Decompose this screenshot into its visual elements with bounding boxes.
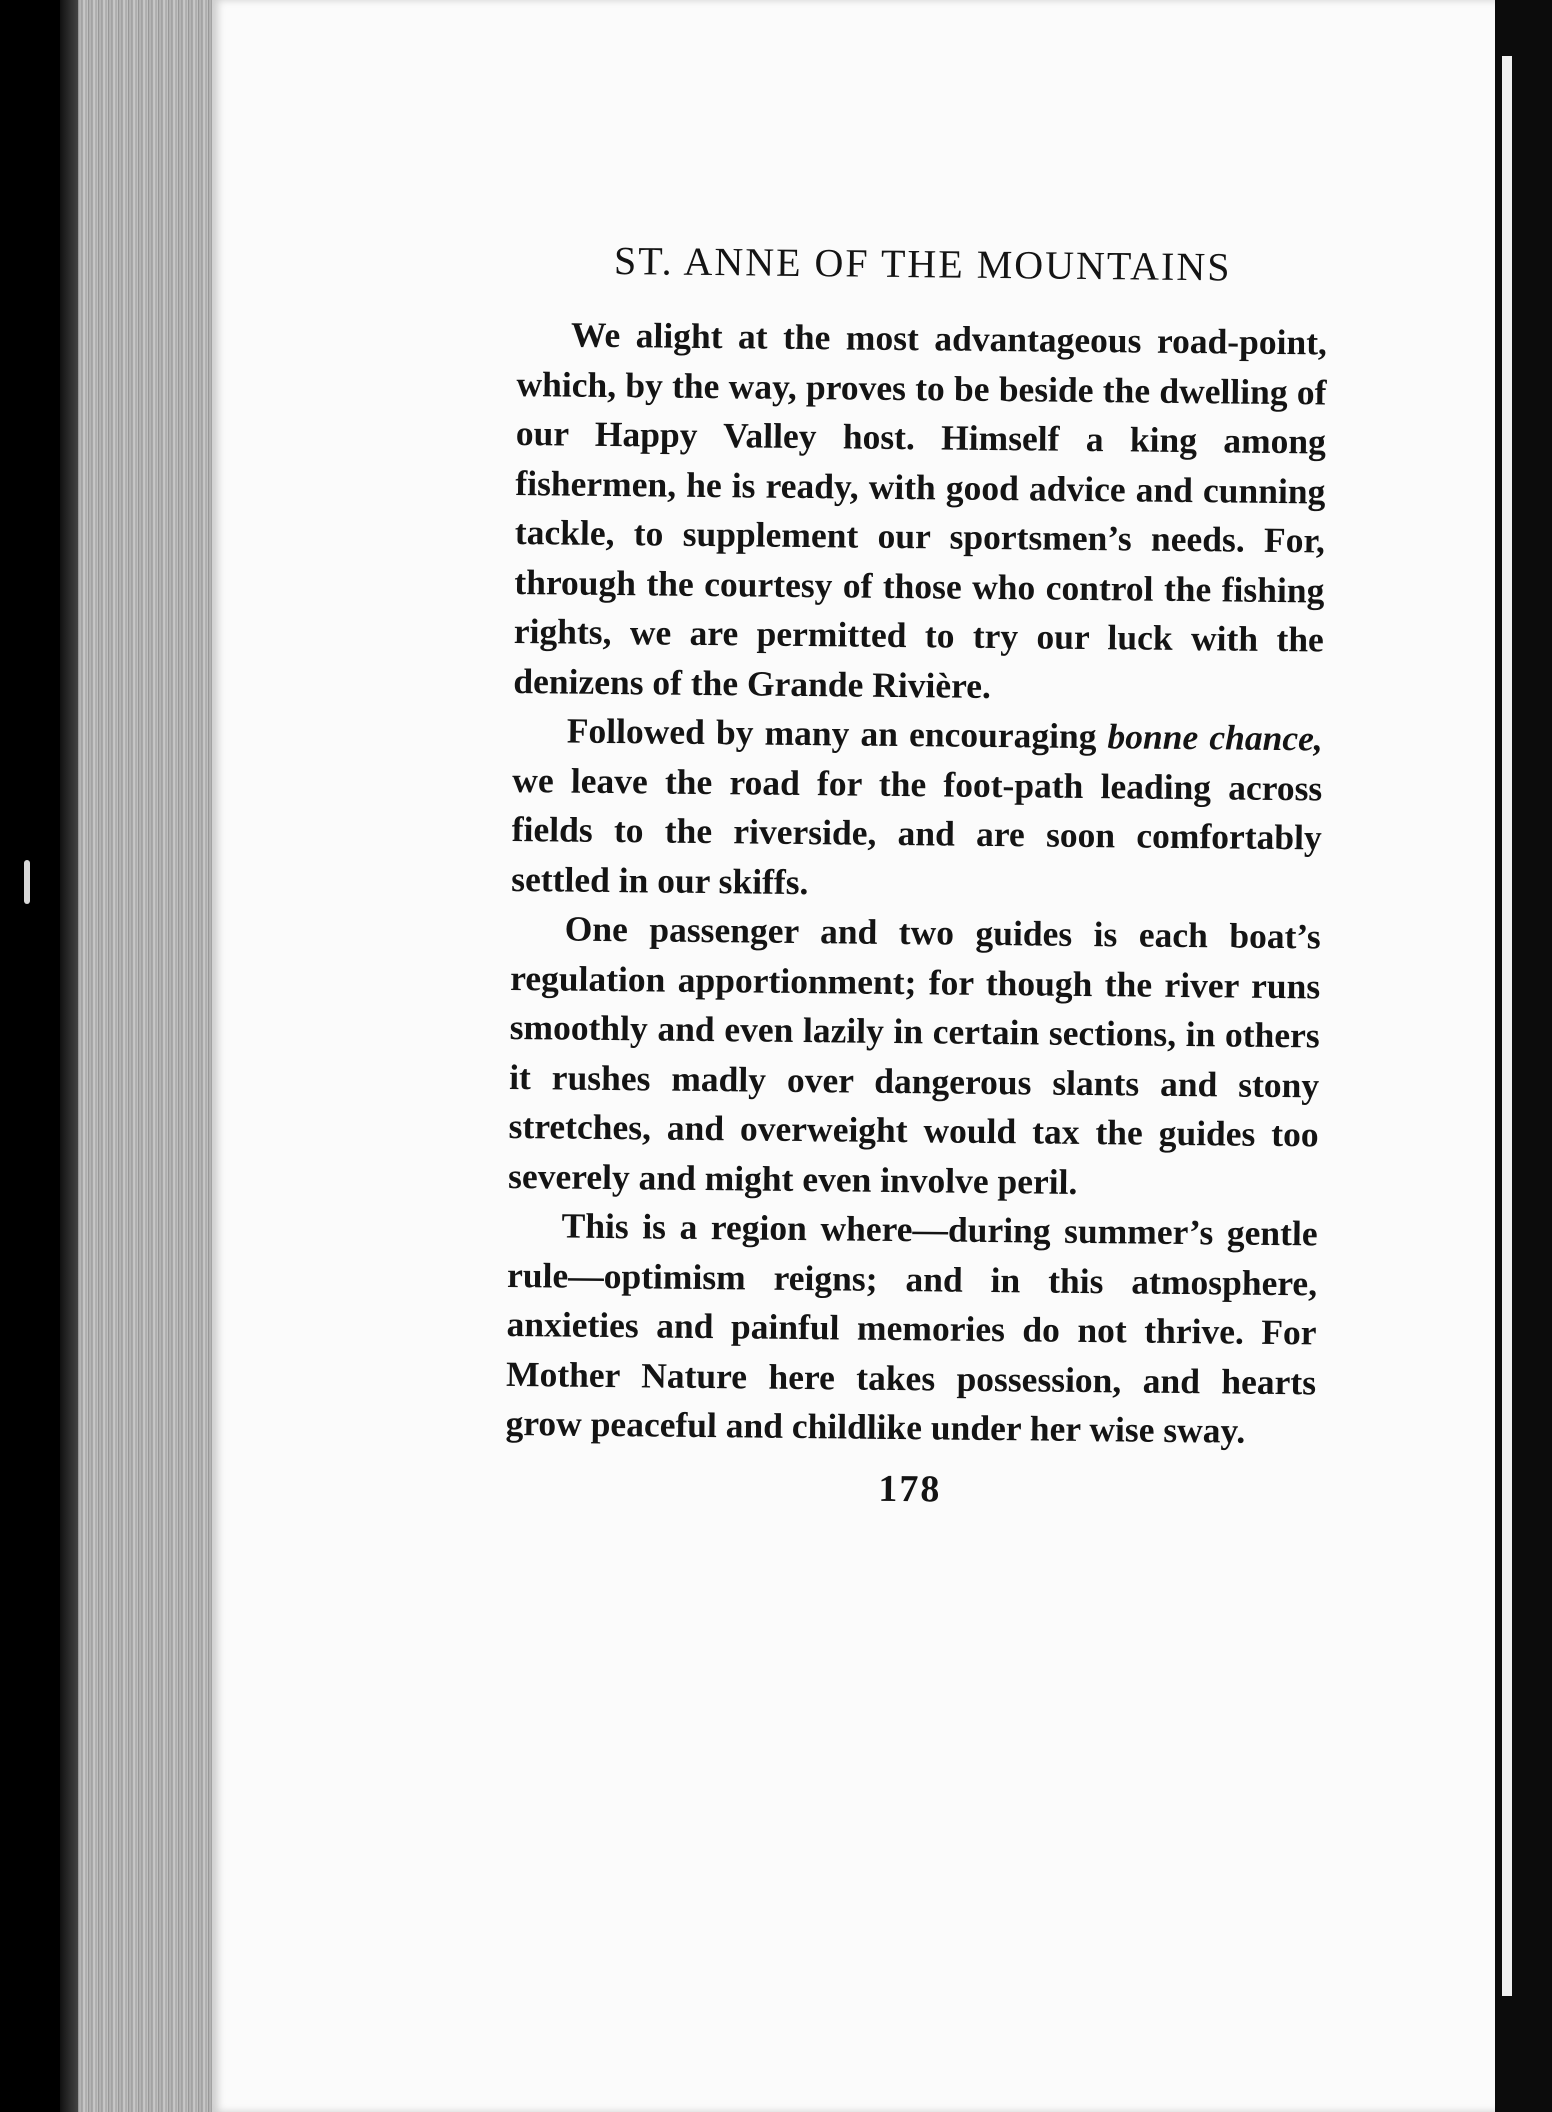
paragraph-1 — [513, 310, 1327, 714]
page-number: 178 — [878, 1467, 942, 1511]
paragraph-2-text-after: we leave the road for the foot-path leading across fields to the riverside, and are soon comfortably settled in our skiffs. — [511, 759, 1323, 902]
paragraph-3 — [508, 904, 1321, 1209]
paragraph-2-italic-phrase: bonne chance, — [1107, 716, 1323, 759]
page-edges — [78, 0, 228, 2112]
paragraph-4 — [505, 1201, 1318, 1457]
paragraph-2 — [511, 706, 1323, 912]
paragraph-2-text-before: Followed by many an encouraging — [566, 710, 1108, 757]
running-head: ST. ANNE OF THE MOUNTAINS — [613, 238, 1232, 290]
margin-mark — [24, 860, 30, 904]
text-block — [505, 236, 1328, 1515]
facing-page-strip — [1502, 56, 1512, 1996]
paragraph-1-text: We alight at the most advantageous road-point, which, by the way, proves to be beside the dwelling of our Happy Valley host. Himself a king among fishermen, he is ready, with good advice and cunning tackle, to supplement our sportsmen’s needs. For, through the courtesy of those who control the fishing rights, we are permitted to try our luck with the denizens of the Grande Rivière. — [513, 314, 1328, 706]
paragraph-4-text: This is a region where—during summer’s gentle rule—optimism reigns; and in this atmosphere, anxieties and painful memories do not thrive. For Mother Nature here takes possession, and hearts grow peaceful and childlike under her wise sway. — [505, 1205, 1318, 1451]
paragraph-3-text: One passenger and two guides is each boat’s regulation apportionment; for though the river runs smoothly and even lazily in certain sections, in others it rushes madly over dangerous slants and stony stretches, and overweight would tax the guides too severely and might even involve peril. — [507, 908, 1321, 1202]
